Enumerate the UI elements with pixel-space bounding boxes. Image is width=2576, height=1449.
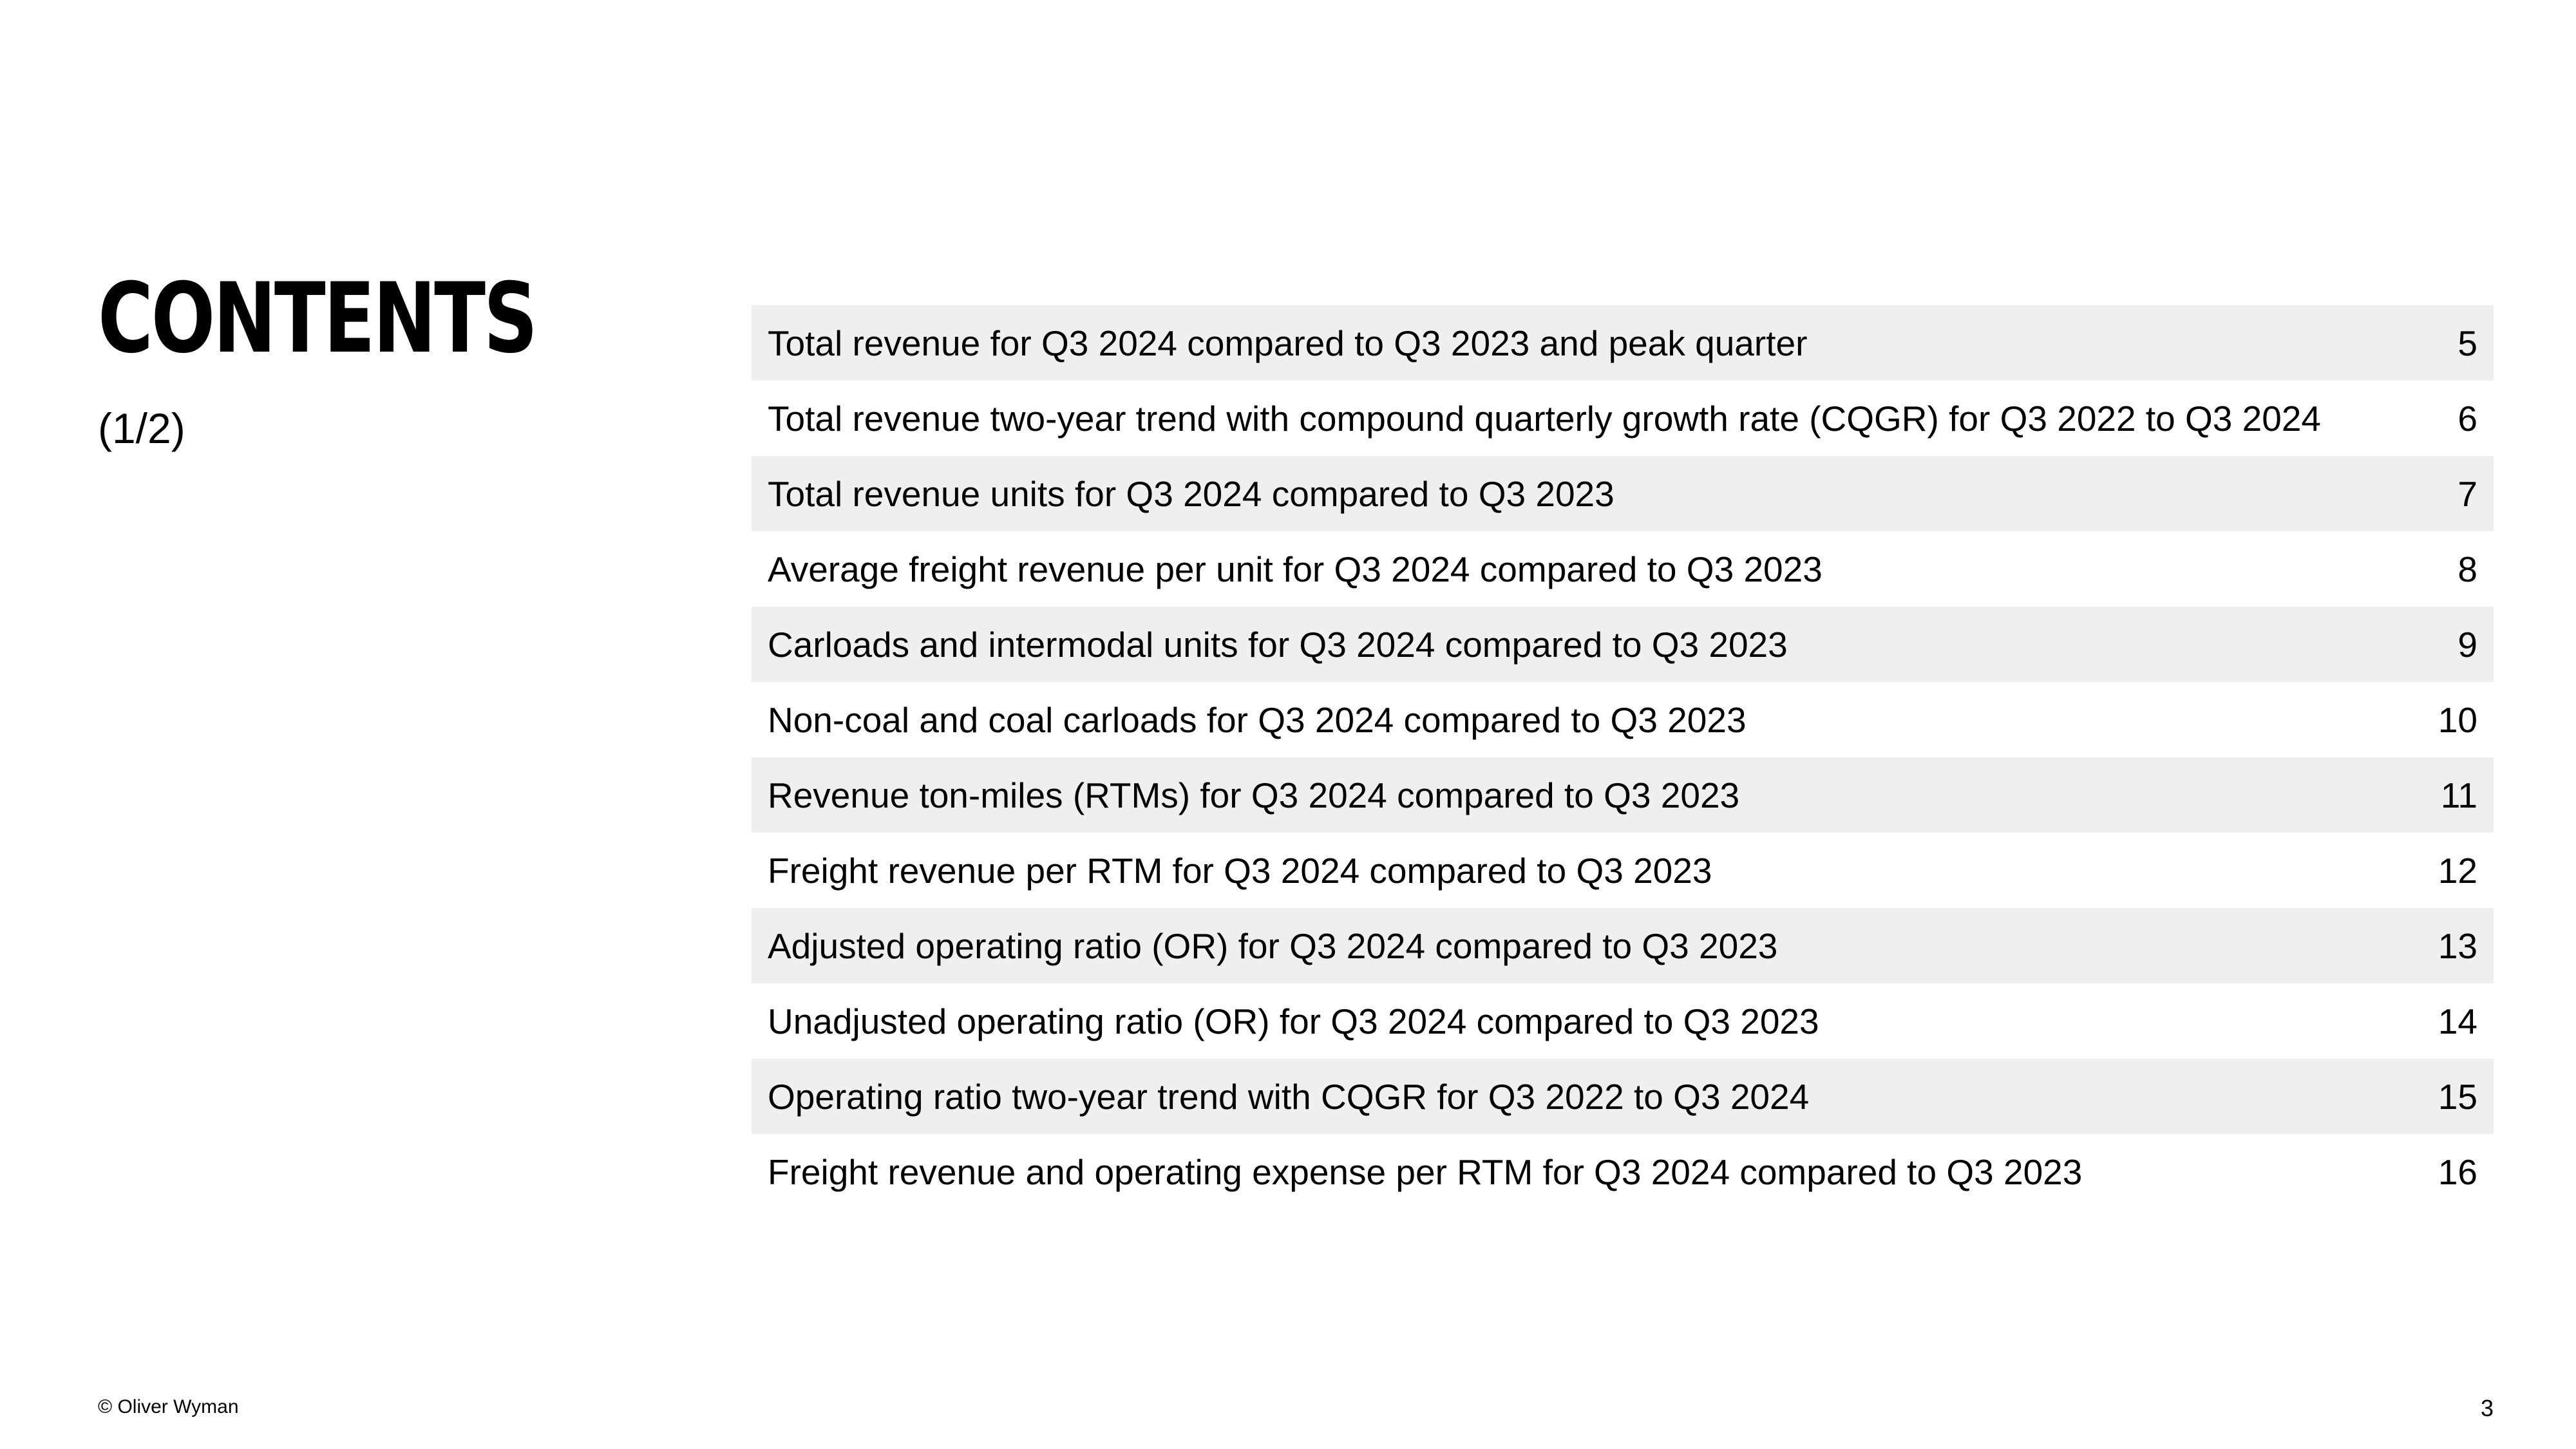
toc-row[interactable] — [752, 305, 2494, 381]
page-subtitle: (1/2) — [98, 404, 185, 452]
page-title: CONTENTS — [98, 263, 536, 375]
toc-item-page: 10 — [2438, 699, 2477, 740]
toc-item-page: 15 — [2438, 1076, 2477, 1117]
toc-row[interactable] — [752, 381, 2494, 456]
slide-page-number: 3 — [2480, 1395, 2494, 1421]
toc-row[interactable] — [752, 908, 2494, 983]
toc-item-title: Average freight revenue per unit for Q3 2024 compared to Q3 2023 — [768, 549, 1823, 589]
toc-item-title: Total revenue units for Q3 2024 compared to Q3 2023 — [768, 473, 1615, 514]
toc-item-page: 11 — [2440, 775, 2477, 815]
toc-row[interactable] — [752, 456, 2494, 531]
toc-item-page: 9 — [2458, 624, 2477, 665]
toc-row[interactable] — [752, 531, 2494, 607]
toc-item-page: 14 — [2438, 1001, 2477, 1041]
toc-item-page: 5 — [2458, 323, 2477, 363]
table-of-contents — [752, 305, 2494, 1209]
toc-row[interactable] — [752, 607, 2494, 682]
toc-item-title: Total revenue for Q3 2024 compared to Q3 2023 and peak quarter — [768, 323, 1808, 363]
toc-item-page: 16 — [2438, 1151, 2477, 1192]
toc-item-page: 6 — [2458, 398, 2477, 439]
toc-row[interactable] — [752, 1134, 2494, 1209]
toc-item-title: Operating ratio two-year trend with CQGR for Q3 2022 to Q3 2024 — [768, 1076, 1810, 1117]
toc-item-page: 7 — [2458, 473, 2477, 514]
toc-item-page: 12 — [2438, 850, 2477, 891]
toc-item-title: Non-coal and coal carloads for Q3 2024 compared to Q3 2023 — [768, 699, 1747, 740]
toc-item-title: Revenue ton-miles (RTMs) for Q3 2024 compared to Q3 2023 — [768, 775, 1740, 815]
toc-item-title: Freight revenue and operating expense per RTM for Q3 2024 compared to Q3 2023 — [768, 1151, 2083, 1192]
toc-item-title: Carloads and intermodal units for Q3 2024 compared to Q3 2023 — [768, 624, 1788, 665]
toc-item-title: Total revenue two-year trend with compound quarterly growth rate (CQGR) for Q3 2022 to Q3 2024 — [768, 398, 2322, 439]
toc-row[interactable] — [752, 682, 2494, 757]
toc-item-page: 8 — [2458, 549, 2477, 589]
toc-item-page: 13 — [2438, 925, 2477, 966]
toc-row[interactable] — [752, 983, 2494, 1059]
copyright-notice: © Oliver Wyman — [98, 1396, 239, 1417]
toc-item-title: Freight revenue per RTM for Q3 2024 compared to Q3 2023 — [768, 850, 1712, 891]
toc-row[interactable] — [752, 1059, 2494, 1134]
toc-row[interactable] — [752, 833, 2494, 908]
toc-item-title: Unadjusted operating ratio (OR) for Q3 2024 compared to Q3 2023 — [768, 1001, 1819, 1041]
toc-item-title: Adjusted operating ratio (OR) for Q3 2024 compared to Q3 2023 — [768, 925, 1778, 966]
toc-row[interactable] — [752, 757, 2494, 833]
